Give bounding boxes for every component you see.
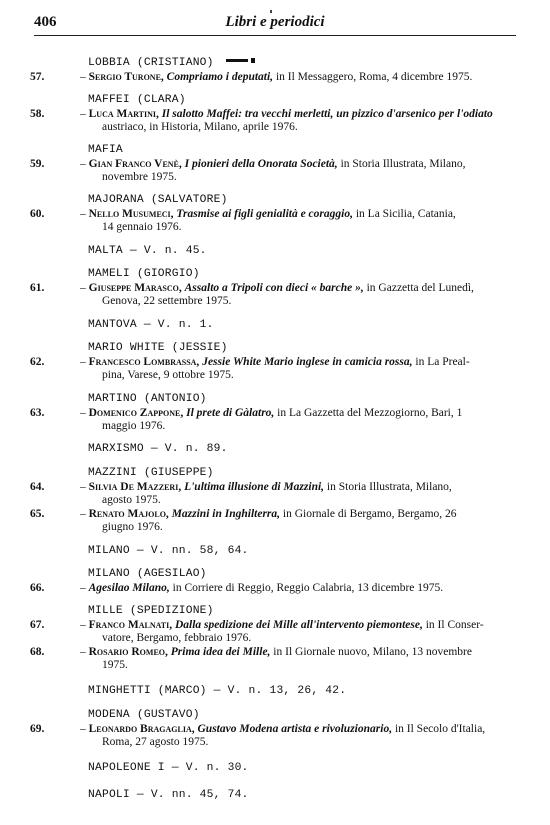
section-heading: MILLE (SPEDIZIONE) [88, 605, 214, 617]
entry-number: 57. [30, 71, 45, 83]
index-section [0, 193, 550, 234]
bibliography-entry [0, 481, 550, 507]
entry-continuation: 14 gennaio 1976. [102, 221, 182, 233]
section-heading: MANTOVA — V. n. 1. [88, 319, 214, 331]
bibliography-entry [0, 508, 550, 534]
entry-continuation: Genova, 22 settembre 1975. [102, 295, 232, 307]
section-heading: MARIO WHITE (JESSIE) [88, 342, 228, 354]
entry-author: Sergio Turone, [88, 71, 164, 83]
index-section [0, 544, 550, 558]
index-section [0, 567, 550, 595]
bibliography-entry [0, 582, 550, 595]
index-section [0, 788, 550, 802]
entry-title: Agesilao Milano, [88, 582, 170, 594]
section-heading: MAFIA [88, 144, 123, 156]
entry-continuation: austriaco, in Historia, Milano, aprile 1976. [102, 121, 298, 133]
entry-source: in Giornale di Bergamo, Bergamo, 26 [282, 508, 457, 520]
entry-title: I pionieri della Onorata Società, [184, 158, 338, 170]
entry-continuation: 1975. [102, 659, 128, 671]
entry-title: Il salotto Maffei: tra vecchi merletti, un pizzico d'arsenico per l'odiato [161, 108, 493, 120]
page-header [34, 10, 516, 36]
entry-title: Compriamo i deputati, [166, 71, 274, 83]
printer-mark [226, 59, 248, 62]
entry-dash: – [80, 646, 89, 658]
entry-number: 67. [30, 619, 45, 631]
bibliography-entry [0, 723, 550, 749]
entry-source: in Corriere di Reggio, Reggio Calabria, 13 dicembre 1975. [172, 582, 444, 594]
entry-number: 58. [30, 108, 45, 120]
entry-author: Leonardo Bragaglia, [88, 723, 195, 735]
index-section [0, 318, 550, 332]
entry-source: in Gazzetta del Lunedì, [366, 282, 474, 294]
bibliography-entry [0, 71, 550, 84]
entry-source: in Storia Illustrata, Milano, [326, 481, 452, 493]
entry-dash: – [80, 282, 89, 294]
index-section [0, 604, 550, 672]
index-section [0, 708, 550, 749]
index-section [0, 50, 550, 84]
entry-author: Francesco Lombrassa, [88, 356, 200, 368]
index-section [0, 341, 550, 382]
running-title: Libri e periodici [225, 14, 325, 30]
section-heading: MAFFEI (CLARA) [88, 94, 186, 106]
index-section [0, 466, 550, 534]
entry-source: in Il Giornale nuovo, Milano, 13 novembre [273, 646, 472, 658]
index-section [0, 93, 550, 134]
section-heading: MARXISMO — V. n. 89. [88, 443, 228, 455]
bibliography-entry [0, 108, 550, 134]
section-heading: MALTA — V. n. 45. [88, 245, 207, 257]
entry-number: 66. [30, 582, 45, 594]
section-heading: MODENA (GUSTAVO) [88, 709, 200, 721]
entry-author: Gian Franco Venè, [88, 158, 182, 170]
entry-author: Nello Musumeci, [88, 208, 174, 220]
section-heading: MILANO (AGESILAO) [88, 568, 207, 580]
entry-dash: – [80, 619, 89, 631]
header-tick-mark [270, 10, 272, 13]
entry-dash: – [80, 723, 89, 735]
entry-dash: – [80, 508, 89, 520]
entry-dash: – [80, 582, 89, 594]
entry-author: Giuseppe Marasco, [88, 282, 182, 294]
entry-dash: – [80, 158, 89, 170]
entry-continuation: giugno 1976. [102, 521, 163, 533]
entry-number: 61. [30, 282, 45, 294]
bibliography-entry [0, 646, 550, 672]
heading-line [0, 50, 550, 70]
entry-title: Gustavo Modena artista e rivoluzionario, [197, 723, 393, 735]
printer-mark-dot [251, 58, 255, 63]
page-number: 406 [34, 14, 57, 30]
entry-continuation: maggio 1976. [102, 420, 166, 432]
entry-continuation: novembre 1975. [102, 171, 177, 183]
section-heading: MARTINO (ANTONIO) [88, 393, 207, 405]
entry-title: Mazzini in Inghilterra, [171, 508, 281, 520]
entry-source: in La Preal- [415, 356, 470, 368]
section-heading: MILANO — V. nn. 58, 64. [88, 545, 249, 557]
entry-author: Renato Majolo, [88, 508, 169, 520]
bibliography-entry [0, 407, 550, 433]
entry-number: 60. [30, 208, 45, 220]
index-section [0, 761, 550, 775]
entry-author: Silvia De Mazzeri, [88, 481, 182, 493]
bibliography-entry [0, 282, 550, 308]
entry-number: 59. [30, 158, 45, 170]
section-heading: MAZZINI (GIUSEPPE) [88, 467, 214, 479]
header-rule [34, 35, 516, 36]
section-heading: NAPOLI — V. nn. 45, 74. [88, 789, 249, 801]
entry-number: 62. [30, 356, 45, 368]
bibliography-entry [0, 356, 550, 382]
entry-title: L'ultima illusione di Mazzini, [184, 481, 325, 493]
entry-dash: – [80, 481, 89, 493]
section-heading: NAPOLEONE I — V. n. 30. [88, 762, 249, 774]
entry-number: 63. [30, 407, 45, 419]
index-section [0, 143, 550, 184]
entry-author: Rosario Romeo, [88, 646, 168, 658]
entry-number: 68. [30, 646, 45, 658]
entry-number: 65. [30, 508, 45, 520]
section-heading: MINGHETTI (MARCO) — V. n. 13, 26, 42. [88, 685, 347, 697]
entry-title: Prima idea dei Mille, [170, 646, 271, 658]
entry-continuation: Roma, 27 agosto 1975. [102, 736, 209, 748]
section-heading: MAMELI (GIORGIO) [88, 268, 200, 280]
entry-source: in Il Secolo d'Italia, [394, 723, 486, 735]
entry-source: in Il Messaggero, Roma, 4 dicembre 1975. [275, 71, 473, 83]
index-section [0, 392, 550, 433]
index-section [0, 684, 550, 698]
entry-continuation: vatore, Bergamo, febbraio 1976. [102, 632, 252, 644]
entry-source: in La Sicilia, Catania, [355, 208, 456, 220]
index-section [0, 267, 550, 308]
entry-title: Trasmise ai figli genialità e coraggio, [176, 208, 353, 220]
entry-author: Franco Malnati, [88, 619, 173, 631]
entry-title: Dalla spedizione dei Mille all'intervento piemontese, [174, 619, 423, 631]
bibliography-entry [0, 158, 550, 184]
entry-title: Jessie White Mario inglese in camicia rossa, [202, 356, 413, 368]
section-heading: LOBBIA (CRISTIANO) [88, 57, 214, 69]
index-section [0, 442, 550, 456]
bibliography-entry [0, 619, 550, 645]
entry-continuation: agosto 1975. [102, 494, 161, 506]
entry-source: in La Gazzetta del Mezzogiorno, Bari, 1 [277, 407, 463, 419]
entry-number: 64. [30, 481, 45, 493]
entry-continuation: pina, Varese, 9 ottobre 1975. [102, 369, 234, 381]
entry-dash: – [80, 407, 89, 419]
entry-source: in Storia Illustrata, Milano, [340, 158, 466, 170]
entry-title: Il prete di Gàlatro, [186, 407, 275, 419]
entry-dash: – [80, 71, 89, 83]
bibliography-list [0, 50, 550, 812]
entry-author: Domenico Zappone, [88, 407, 184, 419]
entry-number: 69. [30, 723, 45, 735]
entry-title: Assalto a Tripoli con dieci « barche », [184, 282, 364, 294]
index-section [0, 244, 550, 258]
section-heading: MAJORANA (SALVATORE) [88, 194, 228, 206]
bibliography-entry [0, 208, 550, 234]
entry-dash: – [80, 108, 89, 120]
entry-author: Luca Martini, [88, 108, 159, 120]
entry-dash: – [80, 208, 89, 220]
entry-source: in Il Conser- [425, 619, 484, 631]
entry-dash: – [80, 356, 89, 368]
